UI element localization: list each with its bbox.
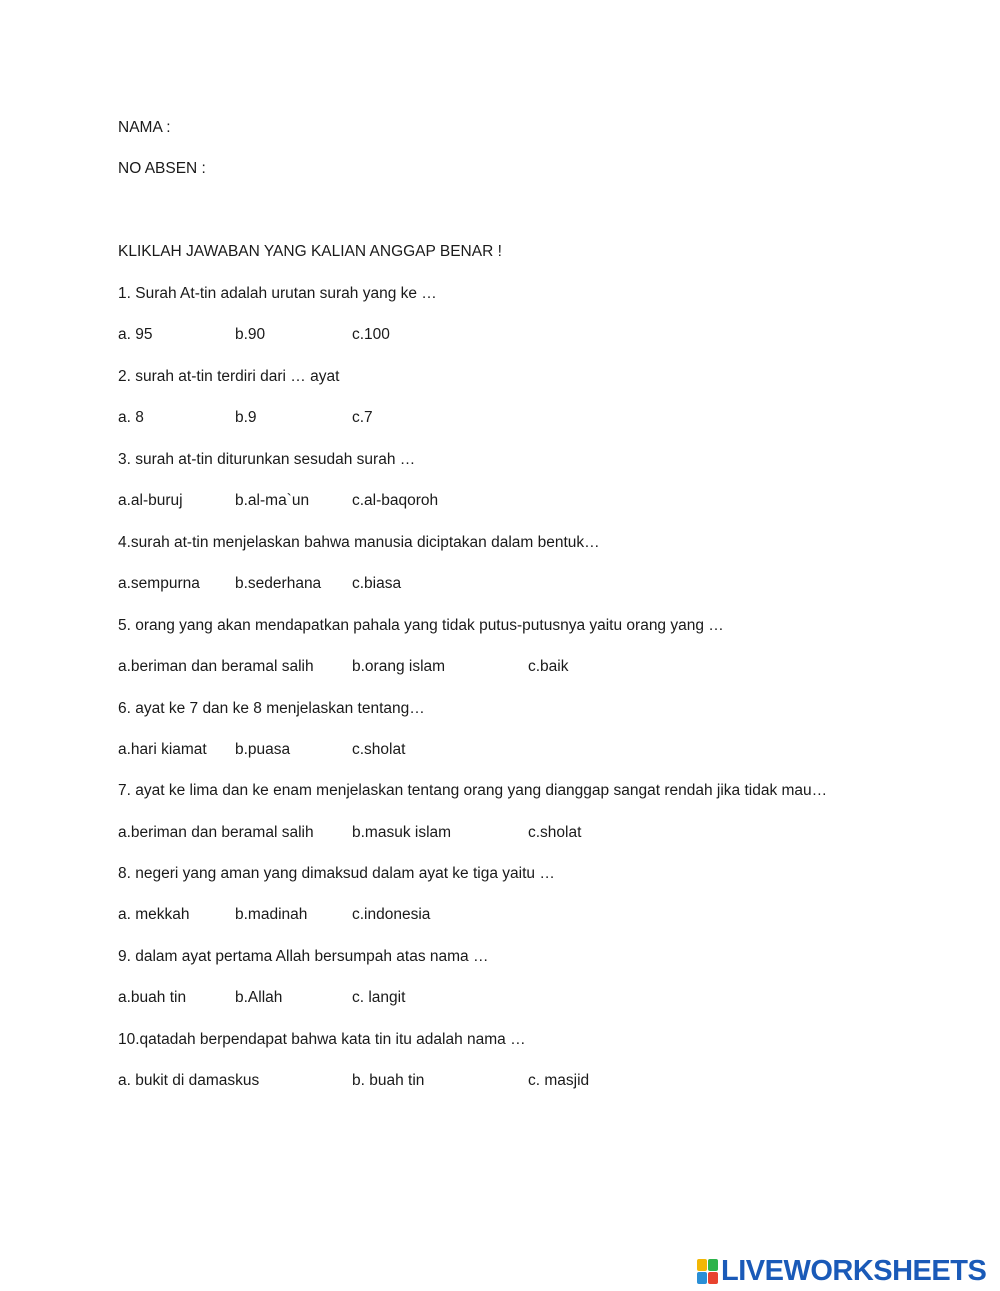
q6-option-a[interactable]: a.hari kiamat xyxy=(118,741,207,758)
logo-block-yellow xyxy=(697,1259,707,1271)
q8-option-b[interactable]: b.madinah xyxy=(235,906,308,923)
q7-option-b[interactable]: b.masuk islam xyxy=(352,824,452,841)
q5-option-b[interactable]: b.orang islam xyxy=(352,658,446,675)
q1-option-b[interactable]: b.90 xyxy=(235,326,266,343)
logo-blocks-icon xyxy=(697,1259,718,1284)
q2-option-b[interactable]: b.9 xyxy=(235,409,257,426)
q3-option-a[interactable]: a.al-buruj xyxy=(118,492,183,509)
question-4: 4.surah at-tin menjelaskan bahwa manusia diciptakan dalam bentuk… xyxy=(118,534,600,551)
logo-block-green xyxy=(708,1259,718,1271)
q4-option-a[interactable]: a.sempurna xyxy=(118,575,200,592)
q9-option-c[interactable]: c. langit xyxy=(352,989,406,1006)
question-9: 9. dalam ayat pertama Allah bersumpah atas nama … xyxy=(118,948,489,965)
q8-option-a[interactable]: a. mekkah xyxy=(118,906,190,923)
name-label: NAMA : xyxy=(118,119,171,136)
question-10: 10.qatadah berpendapat bahwa kata tin itu adalah nama … xyxy=(118,1031,526,1048)
question-3: 3. surah at-tin diturunkan sesudah surah … xyxy=(118,451,416,468)
q3-option-b[interactable]: b.al-ma`un xyxy=(235,492,310,509)
question-6: 6. ayat ke 7 dan ke 8 menjelaskan tentang… xyxy=(118,700,425,717)
q7-option-c[interactable]: c.sholat xyxy=(528,824,582,841)
q5-option-a[interactable]: a.beriman dan beramal salih xyxy=(118,658,314,675)
logo-block-blue xyxy=(697,1272,707,1284)
q6-option-c[interactable]: c.sholat xyxy=(352,741,406,758)
question-5: 5. orang yang akan mendapatkan pahala yang tidak putus-putusnya yaitu orang yang … xyxy=(118,617,724,634)
q8-option-c[interactable]: c.indonesia xyxy=(352,906,431,923)
question-7: 7. ayat ke lima dan ke enam menjelaskan tentang orang yang dianggap sangat rendah jika tidak mau… xyxy=(118,782,828,799)
question-2: 2. surah at-tin terdiri dari … ayat xyxy=(118,368,340,385)
question-8: 8. negeri yang aman yang dimaksud dalam ayat ke tiga yaitu … xyxy=(118,865,555,882)
q1-option-a[interactable]: a. 95 xyxy=(118,326,153,343)
q1-option-c[interactable]: c.100 xyxy=(352,326,390,343)
q2-option-a[interactable]: a. 8 xyxy=(118,409,144,426)
q4-option-c[interactable]: c.biasa xyxy=(352,575,402,592)
question-1: 1. Surah At-tin adalah urutan surah yang ke … xyxy=(118,285,437,302)
q5-option-c[interactable]: c.baik xyxy=(528,658,569,675)
q2-option-c[interactable]: c.7 xyxy=(352,409,373,426)
q7-option-a[interactable]: a.beriman dan beramal salih xyxy=(118,824,314,841)
absen-label: NO ABSEN : xyxy=(118,160,206,177)
q10-option-b[interactable]: b. buah tin xyxy=(352,1072,425,1089)
instruction-text: KLIKLAH JAWABAN YANG KALIAN ANGGAP BENAR ! xyxy=(118,243,502,260)
q10-option-c[interactable]: c. masjid xyxy=(528,1072,590,1089)
q6-option-b[interactable]: b.puasa xyxy=(235,741,291,758)
logo-text: LIVEWORKSHEETS xyxy=(721,1254,987,1287)
liveworksheets-logo xyxy=(697,1256,986,1286)
q10-option-a[interactable]: a. bukit di damaskus xyxy=(118,1072,260,1089)
logo-block-red xyxy=(708,1272,718,1284)
q3-option-c[interactable]: c.al-baqoroh xyxy=(352,492,439,509)
q9-option-b[interactable]: b.Allah xyxy=(235,989,283,1006)
q4-option-b[interactable]: b.sederhana xyxy=(235,575,322,592)
q9-option-a[interactable]: a.buah tin xyxy=(118,989,187,1006)
